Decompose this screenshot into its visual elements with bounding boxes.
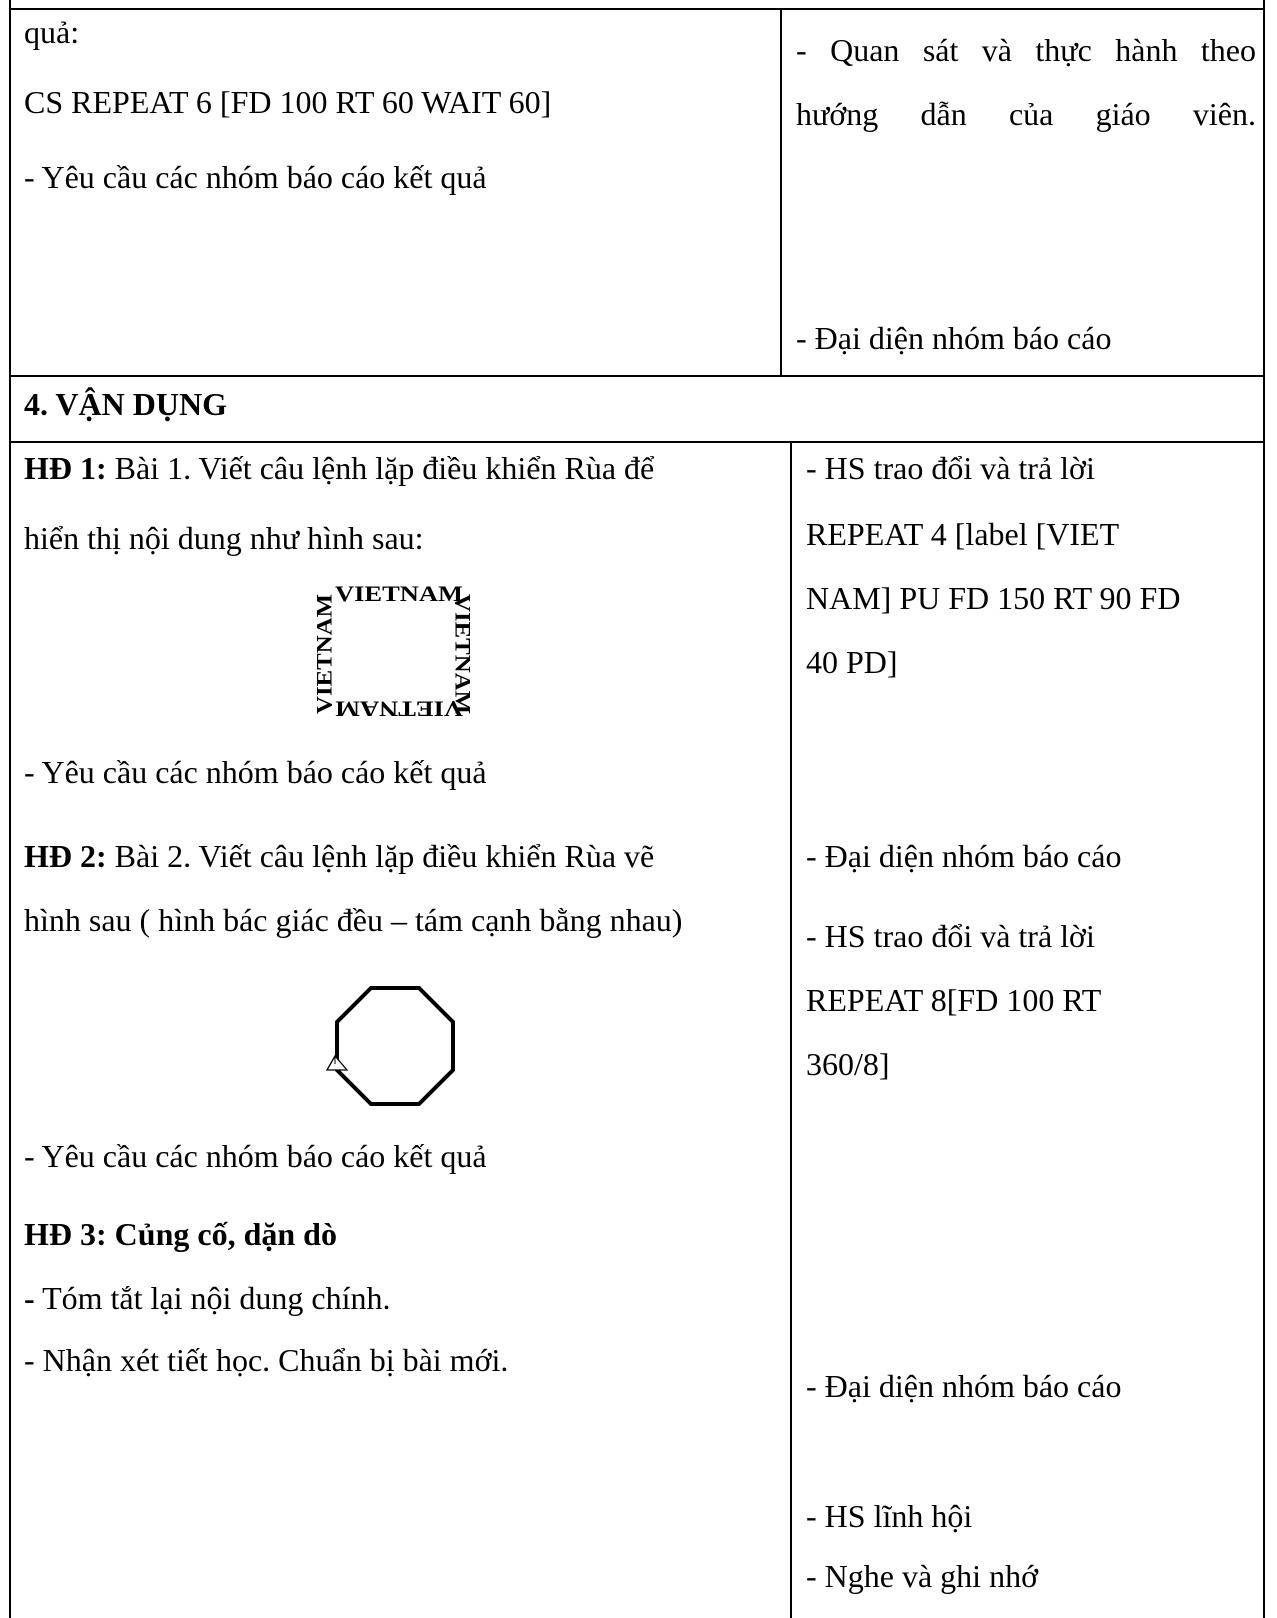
group-report-1: - Đại diện nhóm báo cáo: [806, 838, 1122, 874]
observe-practice-line2: hướng dẫn của giáo viên.: [796, 96, 1256, 132]
request-report-text: - Yêu cầu các nhóm báo cáo kết quả: [24, 159, 487, 195]
hd2-label: HĐ 2:: [24, 838, 107, 874]
vietnam-square-figure: [310, 579, 488, 729]
hd3-title: HĐ 3: Củng cố, dặn dò: [24, 1216, 337, 1252]
hd2-line1: [24, 836, 654, 876]
answer1-line3: NAM] PU FD 150 RT 90 FD: [806, 580, 1181, 616]
row1-column-divider: [780, 8, 782, 376]
octagon-shape: [337, 988, 453, 1104]
answer2-line1: - HS trao đổi và trả lời: [806, 918, 1095, 954]
summary-line: [24, 1278, 390, 1318]
grasp-text: - HS lĩnh hội: [806, 1498, 973, 1534]
hd1-request-report: - Yêu cầu các nhóm báo cáo kết quả: [24, 754, 487, 790]
group-report-text: - Đại diện nhóm báo cáo: [796, 320, 1112, 356]
hd1-line1: [24, 448, 654, 488]
octagon-figure: [325, 980, 465, 1110]
hd1-label: HĐ 1:: [24, 450, 107, 486]
hd1-text-line1: Bài 1. Viết câu lệnh lặp điều khiển Rùa để: [106, 450, 655, 486]
section-title: 4. VẬN DỤNG: [24, 386, 227, 422]
observe-practice-line1: - Quan sát và thực hành theo: [796, 32, 1256, 68]
figure-word-left: VIETNAM: [311, 607, 337, 714]
table-border-left: [9, 0, 11, 1618]
figure-word-bottom: VIETNAM: [334, 696, 463, 722]
repeat-code-text: CS REPEAT 6 [FD 100 RT 60 WAIT 60]: [24, 84, 552, 120]
table-border-right: [1263, 0, 1265, 1618]
hd2-request-report: - Yêu cầu các nhóm báo cáo kết quả: [24, 1138, 487, 1174]
hd2-line2: hình sau ( hình bác giác đều – tám cạnh bằng nhau): [24, 902, 683, 938]
review-line: - Nhận xét tiết học. Chuẩn bị bài mới.: [24, 1342, 509, 1378]
listen-text: - Nghe và ghi nhớ: [806, 1558, 1038, 1594]
figure-word-top: VIETNAM: [335, 581, 464, 606]
answer1-line1: - HS trao đổi và trả lời: [806, 450, 1095, 486]
answer1-line4: 40 PD]: [806, 644, 898, 680]
answer2-line3: 360/8]: [806, 1046, 890, 1082]
hd1-line2: hiển thị nội dung như hình sau:: [24, 520, 424, 556]
row1-bottom-border: [9, 375, 1265, 377]
summary-text: Tóm tắt lại nội dung chính.: [34, 1280, 391, 1316]
answer2-line2: REPEAT 8[FD 100 RT: [806, 982, 1102, 1018]
figure-word-right: VIETNAM: [450, 594, 476, 701]
row3-column-divider: [790, 441, 792, 1618]
row1-left-line1: quả:: [24, 14, 80, 50]
group-report-2: - Đại diện nhóm báo cáo: [806, 1368, 1122, 1404]
section-bottom-border: [9, 441, 1265, 443]
hd2-text-line1: Bài 2. Viết câu lệnh lặp điều khiển Rùa vẽ: [106, 838, 655, 874]
summary-dash: -: [24, 1280, 35, 1316]
turtle-icon: [327, 1056, 347, 1070]
answer1-line2: REPEAT 4 [label [VIET: [806, 516, 1120, 552]
table-border-top: [9, 8, 1265, 10]
